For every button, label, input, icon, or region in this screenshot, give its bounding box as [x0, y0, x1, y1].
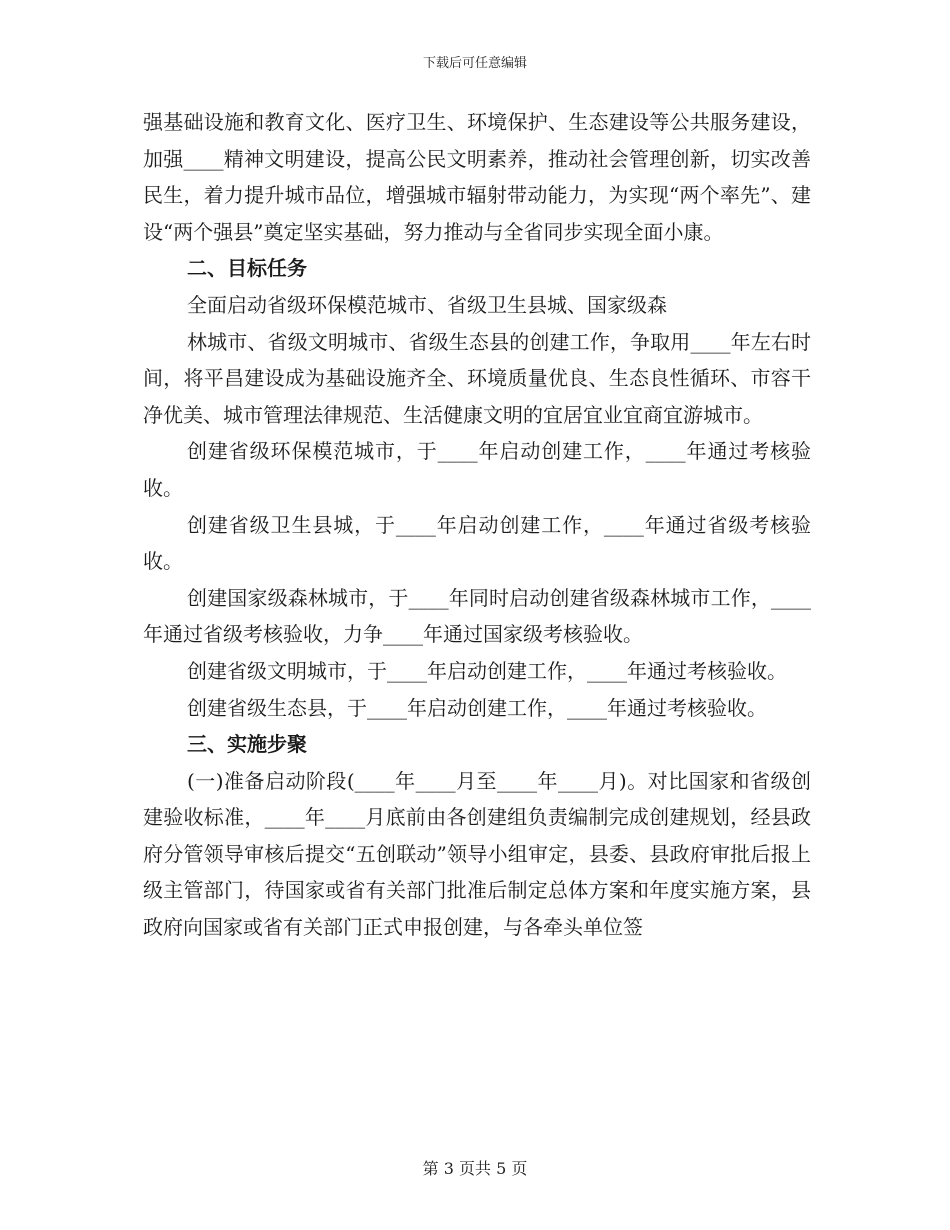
document-body — [143, 104, 811, 946]
paragraph-goals-detail: 林城市、省级文明城市、省级生态县的创建工作，争取用____年左右时间，将平昌建设成为基础设施齐全、环境质量优良、生态良性循环、市容干净优美、城市管理法律规范、生活健康文明的宜居宜业宜商宜游城市。 — [143, 329, 811, 427]
page-footer: 第 3 页共 5 页 — [422, 1159, 528, 1178]
paragraph-public-services: 强基础设施和教育文化、医疗卫生、环境保护、生态建设等公共服务建设，加强____精神文明建设，提高公民文明素养，推动社会管理创新，切实改善民生，着力提升城市品位，增强城市辐射带动能力，为实现“两个率先”、建设“两个强县”奠定坚实基础，努力推动与全省同步实现全面小康。 — [143, 110, 811, 244]
paragraph-civilized-city: 创建省级文明城市，于____年启动创建工作，____年通过考核验收。 — [187, 658, 787, 683]
paragraph-env-model-city: 创建省级环保模范城市，于____年启动创建工作，____年通过考核验收。 — [143, 439, 811, 500]
paragraph-forest-city: 创建国家级森林城市，于____年同时启动创建省级森林城市工作，____年通过省级考核验收，力争____年通过国家级考核验收。 — [143, 585, 811, 647]
section-heading-steps: 三、实施步聚 — [187, 732, 307, 757]
paragraph-goals-intro: 全面启动省级环保模范城市、省级卫生县城、国家级森 — [187, 292, 667, 317]
paragraph-health-county: 创建省级卫生县城，于____年启动创建工作，____年通过省级考核验收。 — [143, 512, 811, 574]
section-heading-goals: 二、目标任务 — [187, 256, 307, 281]
paragraph-preparation-stage: (一)准备启动阶段(____年____月至____年____月)。对比国家和省级创建验收标准，____年____月底前由各创建组负责编制完成创建规划，经县政府分管领导审核后提交“五创联动”领导小组审定，县委、县政府审批后报上级主管部门，待国家或省有关部门批准后制定总体方案和年度实施方案，县政府向国家或省有关部门正式申报创建，与各牵头单位签 — [143, 768, 811, 940]
paragraph-ecological-county: 创建省级生态县，于____年启动创建工作，____年通过考核验收。 — [187, 695, 767, 720]
page-header: 下载后可任意编辑 — [422, 56, 527, 71]
